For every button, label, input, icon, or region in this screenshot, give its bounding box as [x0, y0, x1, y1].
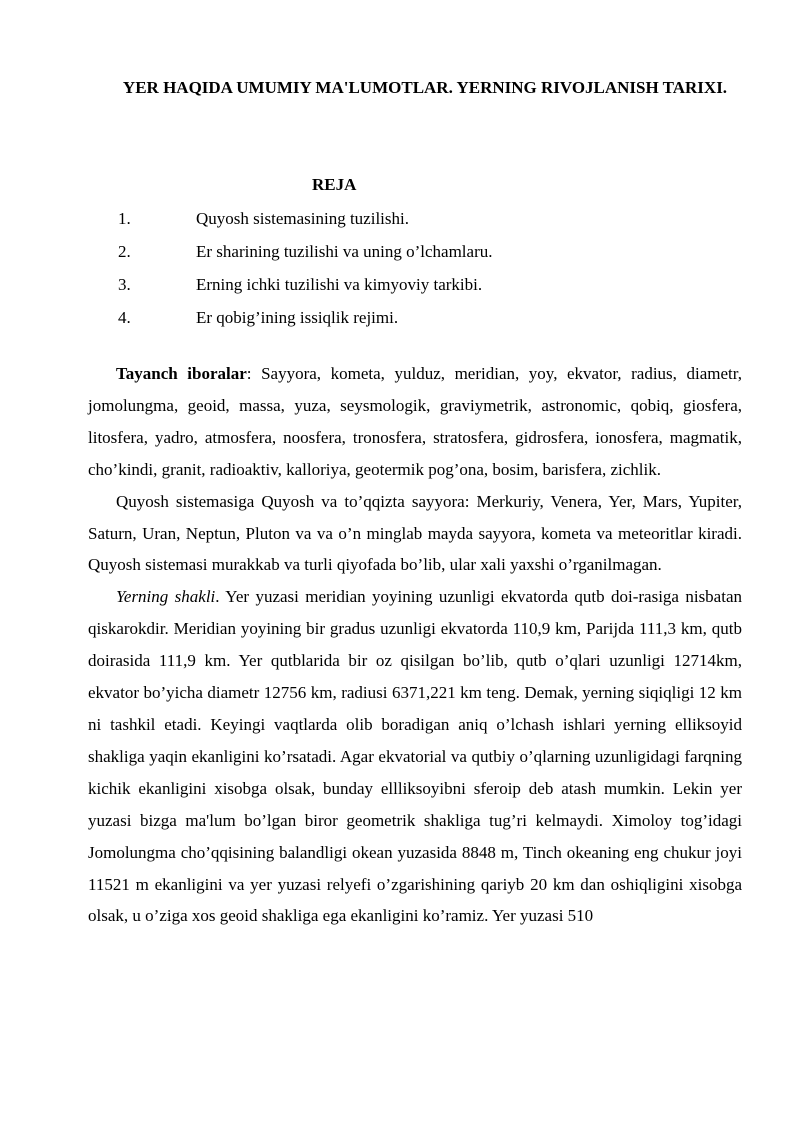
earth-shape-paragraph — [88, 581, 742, 932]
plan-item-number: 3. — [118, 275, 131, 294]
plan-item-number: 1. — [118, 209, 131, 228]
earth-shape-text: . Yer yuzasi meridian yoyining uzunligi ekvatorda qutb doi-rasiga nisbatan qiskarokdir. Meridian yoyining bir gradus uzunligi ekvatorda 110,9 km, Parijda 111,3 km, qutb doirasida 111,9 km. Yer qutblarida bir oz qisilgan bo’lib, qutb o’qlari uzunligi 12714km, ekvator bo’yicha diametr 12756 km, radiusi 6371,221 km teng. Demak, yerning siqiqligi 12 km ni tashkil etadi. Keyingi vaqtlarda olib boradigan aniq o’lchash ishlari yerning elliksoyid shakliga yaqin ekanligini ko’rsatadi. Agar ekvatorial va qutbiy o’qlarning uzunligidagi farqning kichik ekanligini xisobga olsak, bunday ellliksoyibni sferoip deb atash mumkin. Lekin yer yuzasi bizga ma'lum bo’lgan biror geometrik shakliga tug’ri kelmaydi. Ximoloy tog’idagi Jomolungma cho’qqisining balandligi okean yuzasida 8848 m, Tinch okeaning eng chukur joyi 11521 m ekanligini va yer yuzasi relyefi o’zgarishining qariyb 20 km dan oshiqligini xisobga olsak, u o’ziga xos geoid shakliga ega ekanligini ko’ramiz. Yer yuzasi 510 — [88, 587, 742, 926]
plan-item-text: Erning ichki tuzilishi va kimyoviy tarkibi. — [196, 275, 483, 294]
plan-item-number: 4. — [118, 308, 131, 327]
plan-item — [118, 235, 738, 268]
plan-item-text: Er sharining tuzilishi va uning o’lchamlaru. — [196, 242, 493, 261]
plan-item-number: 2. — [118, 242, 131, 261]
keywords-label: Tayanch iboralar — [116, 364, 247, 383]
document-body — [88, 358, 742, 932]
plan-heading: REJA — [312, 175, 357, 194]
document-title: YER HAQIDA UMUMIY MA'LUMOTLAR. YERNING RIVOJLANISH TARIXI. — [122, 78, 728, 97]
plan-item — [118, 268, 738, 301]
plan-item — [118, 301, 738, 334]
plan-item — [118, 202, 738, 235]
keywords-colon: : — [246, 364, 252, 383]
plan-item-text: Er qobig’ining issiqlik rejimi. — [196, 308, 399, 327]
keywords-text: Sayyora, kometa, yulduz, meridian, yoy, ekvator, radius, diametr, jomolungma, geoid, massa, yuza, seysmologik, graviymetrik, astronomic, qobiq, giosfera, litosfera, yadro, atmosfera, noosfera, tronosfera, stratosfera, gidrosfera, ionosfera, magmatik, cho’kindi, granit, radioaktiv, kalloriya, geotermik pog’ona, bosim, barisfera, zichlik. — [88, 364, 742, 479]
keywords-paragraph — [88, 358, 742, 486]
plan-list — [118, 202, 738, 334]
plan-item-text: Quyosh sistemasining tuzilishi. — [196, 209, 409, 228]
solar-system-paragraph: Quyosh sistemasiga Quyosh va to’qqizta sayyora: Merkuriy, Venera, Yer, Mars, Yupiter, Saturn, Uran, Neptun, Pluton va va o’n minglab mayda sayyora, kometa va meteoritlar kiradi. Quyosh sistemasi murakkab va turli qiyofada bo’lib, ular xali yaxshi o’rganilmagan. — [88, 491, 742, 575]
earth-shape-lead: Yerning shakli — [116, 587, 216, 607]
